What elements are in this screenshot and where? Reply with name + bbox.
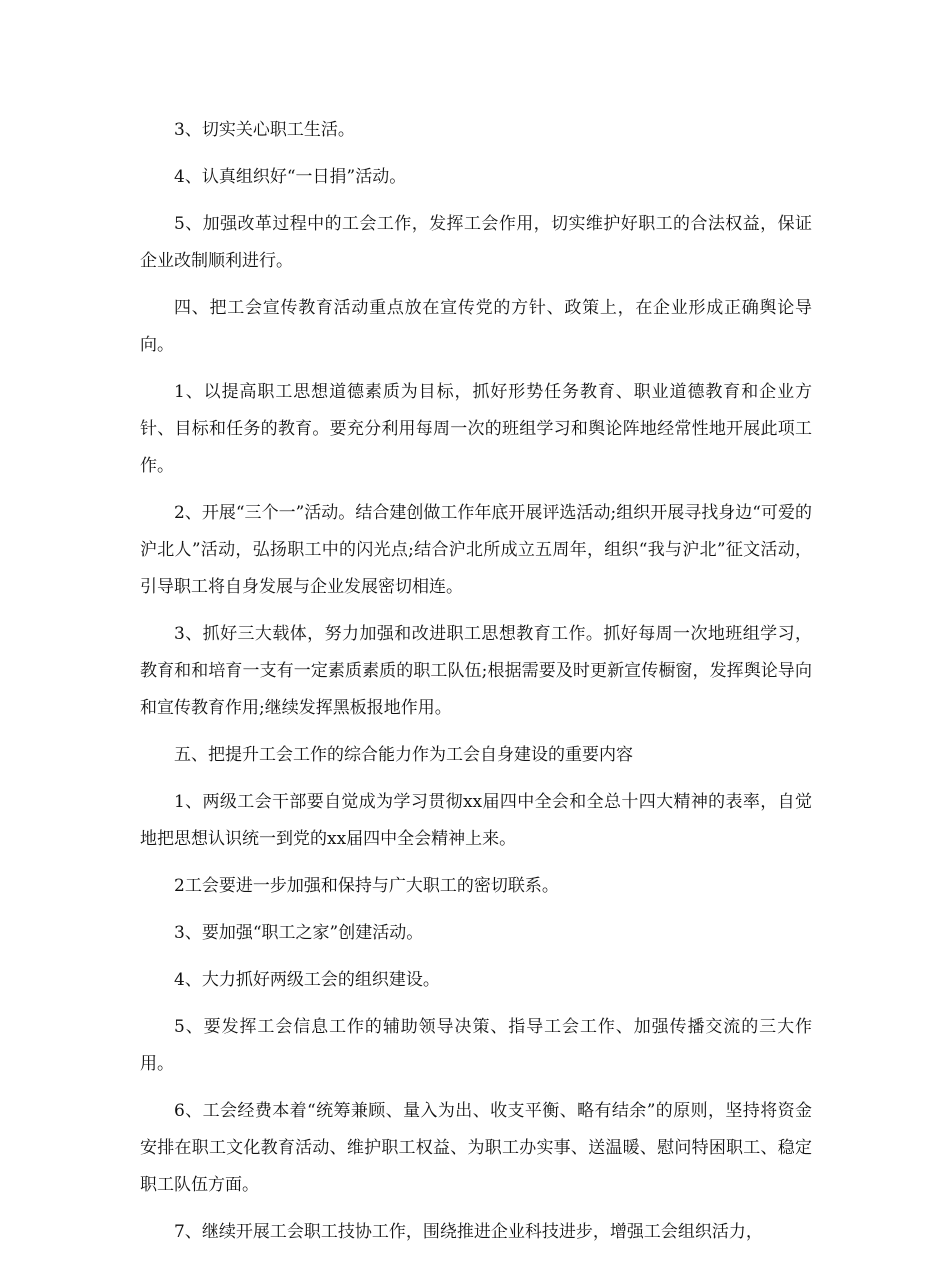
section-heading-4: 四、把工会宣传教育活动重点放在宣传党的方针、政策上，在企业形成正确舆论导向。 xyxy=(140,298,812,355)
document-body xyxy=(140,112,812,1261)
paragraph-10: 2工会要进一步加强和保持与广大职工的密切联系。 xyxy=(174,876,559,896)
paragraph-7: 3、抓好三大载体，努力加强和改进职工思想教育工作。抓好每周一次地班组学习，教育和和培育一支有一定素质素质的职工队伍;根据需要及时更新宣传橱窗，发挥舆论导向和宣传教育作用;继续发挥黑板报地作用。 xyxy=(140,624,812,718)
paragraph-5: 1、以提高职工思想道德素质为目标，抓好形势任务教育、职业道德教育和企业方针、目标和任务的教育。要充分利用每周一次的班组学习和舆论阵地经常性地开展此项工作。 xyxy=(140,382,812,476)
paragraph-11: 3、要加强“职工之家”创建活动。 xyxy=(174,923,424,943)
paragraph-6: 2、开展“三个一”活动。结合建创做工作年底开展评选活动;组织开展寻找身边“可爱的沪北人”活动，弘扬职工中的闪光点;结合沪北所成立五周年，组织“我与沪北”征文活动，引导职工将自身发展与企业发展密切相连。 xyxy=(140,503,812,597)
paragraph-3: 5、加强改革过程中的工会工作，发挥工会作用，切实维护好职工的合法权益，保证企业改制顺利进行。 xyxy=(140,214,812,271)
paragraph-9: 1、两级工会干部要自觉成为学习贯彻xx届四中全会和全总十四大精神的表率，自觉地把思想认识统一到党的xx届四中全会精神上来。 xyxy=(140,792,812,849)
paragraph-13: 5、要发挥工会信息工作的辅助领导决策、指导工会工作、加强传播交流的三大作用。 xyxy=(140,1017,812,1074)
paragraph-1: 3、切实关心职工生活。 xyxy=(174,120,355,140)
section-heading-5: 五、把提升工会工作的综合能力作为工会自身建设的重要内容 xyxy=(174,745,633,765)
paragraph-14: 6、工会经费本着“统筹兼顾、量入为出、收支平衡、略有结余”的原则，坚持将资金安排在职工文化教育活动、维护职工权益、为职工办实事、送温暖、慰问特困职工、稳定职工队伍方面。 xyxy=(140,1101,812,1195)
paragraph-12: 4、大力抓好两级工会的组织建设。 xyxy=(174,970,440,990)
paragraph-2: 4、认真组织好“一日捐”活动。 xyxy=(174,167,407,187)
paragraph-15: 7、继续开展工会职工技协工作，围绕推进企业科技进步，增强工会组织活力， xyxy=(174,1222,763,1242)
